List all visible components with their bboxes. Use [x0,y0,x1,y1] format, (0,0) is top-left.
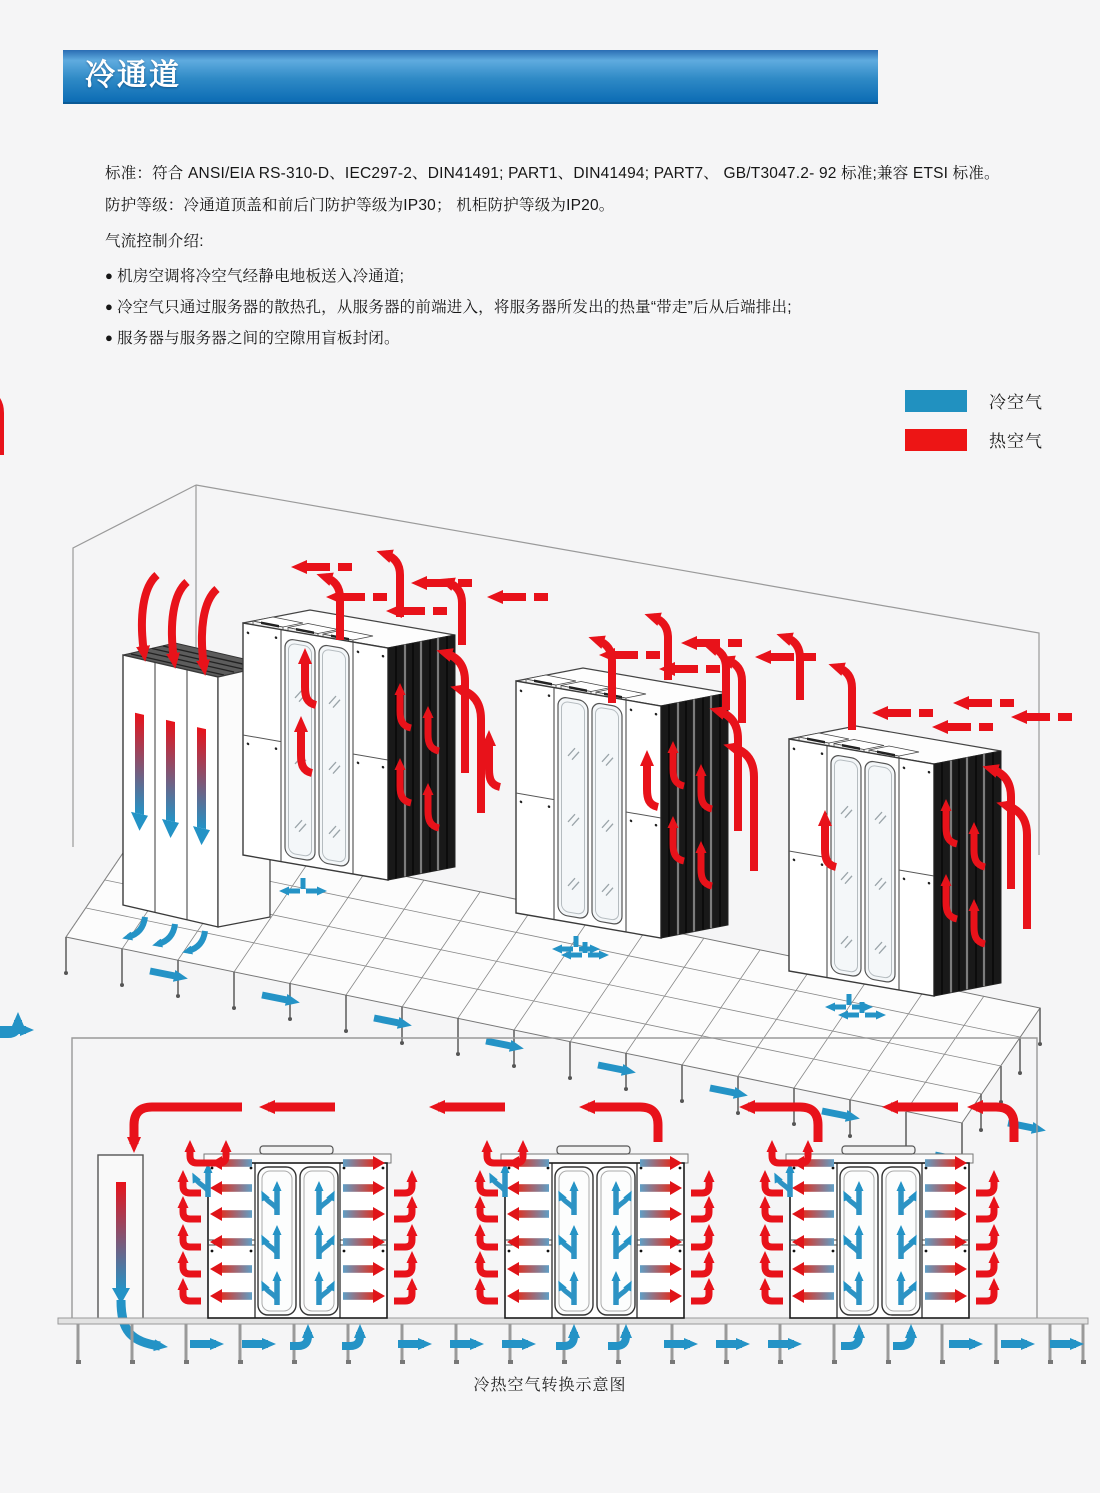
bullet-marker: ● [105,330,114,345]
bullet-marker: ● [105,268,114,283]
hot-air-ceiling-arrows [134,1107,1014,1144]
legend-hot-row [905,427,1043,452]
airflow-control-section [105,227,1085,354]
diagram-caption: 冷热空气转换示意图 [473,1377,627,1394]
iso-rack-pod-1 [243,597,481,891]
iso-rack-pod-2 [516,655,754,949]
section-title-bar [63,50,878,104]
legend-cold-row [905,388,1043,413]
airflow-bullet: ● 服务器与服务器之间的空隙用盲板封闭。 [105,330,400,347]
standards-line: 标准：符合 ANSI/EIA RS-310-D、IEC297-2、DIN41491; PART1、DIN41494; PART7、 GB/T3047.2- 92 标准;兼容 ETSI 标准。 [105,165,1000,182]
page-title: 冷通道 [85,59,181,92]
isometric-airflow-diagram [0,455,1100,1045]
protection-line: 防护等级：冷通道顶盖和前后门防护等级为IP30； 机柜防护等级为IP20。 [105,197,615,214]
elevation-crac-unit [98,1155,160,1346]
elevation-airflow-diagram [0,1030,1100,1400]
standards-paragraph [105,158,1085,222]
cold-air-swatch [905,390,967,412]
cold-air-label: 冷空气 [989,393,1043,412]
airflow-bullet: ● 冷空气只通过服务器的散热孔，从服务器的前端进入，将服务器所发出的热量“带走”后从后端排出; [105,299,792,316]
hot-air-label: 热空气 [989,432,1043,451]
bullet-marker: ● [105,299,114,314]
elevation-rack-pod-3 [765,1146,994,1318]
elevation-rack-pod-2 [480,1146,709,1318]
airflow-heading: 气流控制介绍: [105,233,204,250]
hot-air-swatch [905,429,967,451]
airflow-bullet: ● 机房空调将冷空气经静电地板送入冷通道; [105,268,405,285]
elevation-rack-pod-1 [183,1146,412,1318]
